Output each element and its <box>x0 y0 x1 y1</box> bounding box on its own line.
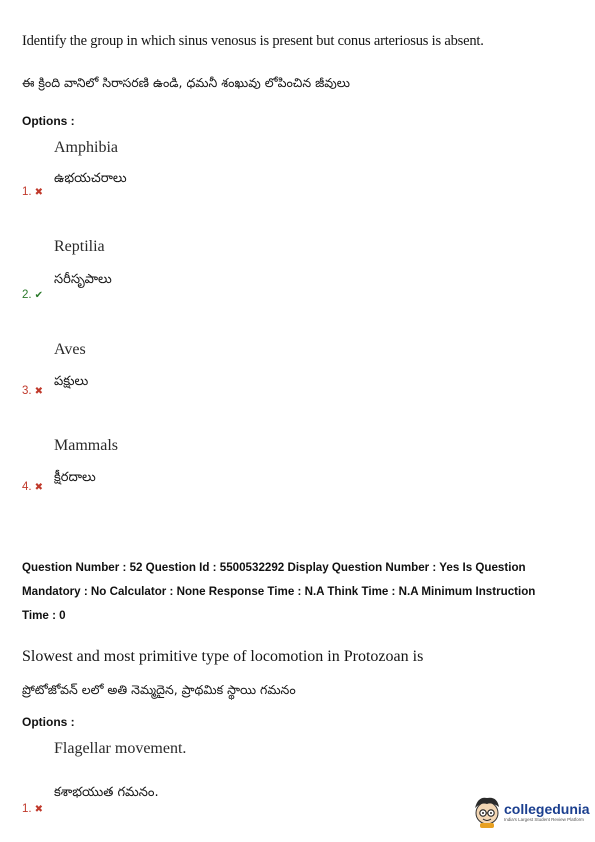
question-text-te: ప్రోటోజోవన్ లలో అతి నెమ్మదైన, ప్రాథమిక స్థాయి గమనం <box>22 682 296 697</box>
option-4-text-en: Mammals <box>54 437 118 454</box>
option-1-number <box>22 803 43 815</box>
option-1-text-en: Flagellar movement. <box>54 740 187 757</box>
option-1-text-te: కశాభయుత గమనం. <box>54 785 159 800</box>
meta-line: Mandatory : No Calculator : None Response Time : N.A Think Time : N.A Minimum Instruction <box>22 585 536 598</box>
collegedunia-logo <box>472 794 590 828</box>
option-1-text-te: ఉభయచరాలు <box>54 171 127 186</box>
option-number: 2. <box>22 289 32 301</box>
cross-icon: ✖ <box>34 804 43 815</box>
check-icon: ✔ <box>34 290 43 301</box>
options-label: Options : <box>22 114 75 128</box>
question-meta <box>22 556 582 628</box>
cross-icon: ✖ <box>34 187 43 198</box>
cross-icon: ✖ <box>34 386 43 397</box>
option-4-number <box>22 481 43 493</box>
option-1-number <box>22 186 43 198</box>
logo-name: collegedunia <box>504 800 590 817</box>
option-3-number <box>22 385 43 397</box>
option-1-text-en: Amphibia <box>54 139 118 156</box>
question-text-te: ఈ క్రింది వానిలో సిరాసరణి ఉండి, ధమనీ శంఖువు లోపించిన జీవులు <box>22 75 350 90</box>
cross-icon: ✖ <box>34 482 43 493</box>
option-3-text-te: పక్షులు <box>54 374 89 389</box>
option-2-number <box>22 289 43 301</box>
meta-line: Question Number : 52 Question Id : 5500532292 Display Question Number : Yes Is Question <box>22 561 526 574</box>
option-number: 1. <box>22 803 32 815</box>
logo-tagline: India's Largest Student Review Platform <box>504 816 584 822</box>
option-number: 1. <box>22 186 32 198</box>
option-number: 3. <box>22 385 32 397</box>
options-label: Options : <box>22 715 75 729</box>
option-number: 4. <box>22 481 32 493</box>
question-text-en: Slowest and most primitive type of locomotion in Protozoan is <box>22 648 424 665</box>
option-2-text-en: Reptilia <box>54 238 105 255</box>
option-4-text-te: క్షీరదాలు <box>54 470 96 485</box>
option-2-text-te: సరీసృపాలు <box>54 272 112 287</box>
question-text-en: Identify the group in which sinus venosus is present but conus arteriosus is absent. <box>22 33 484 49</box>
mascot-icon <box>472 794 502 828</box>
meta-line: Time : 0 <box>22 609 66 622</box>
option-3-text-en: Aves <box>54 341 86 358</box>
